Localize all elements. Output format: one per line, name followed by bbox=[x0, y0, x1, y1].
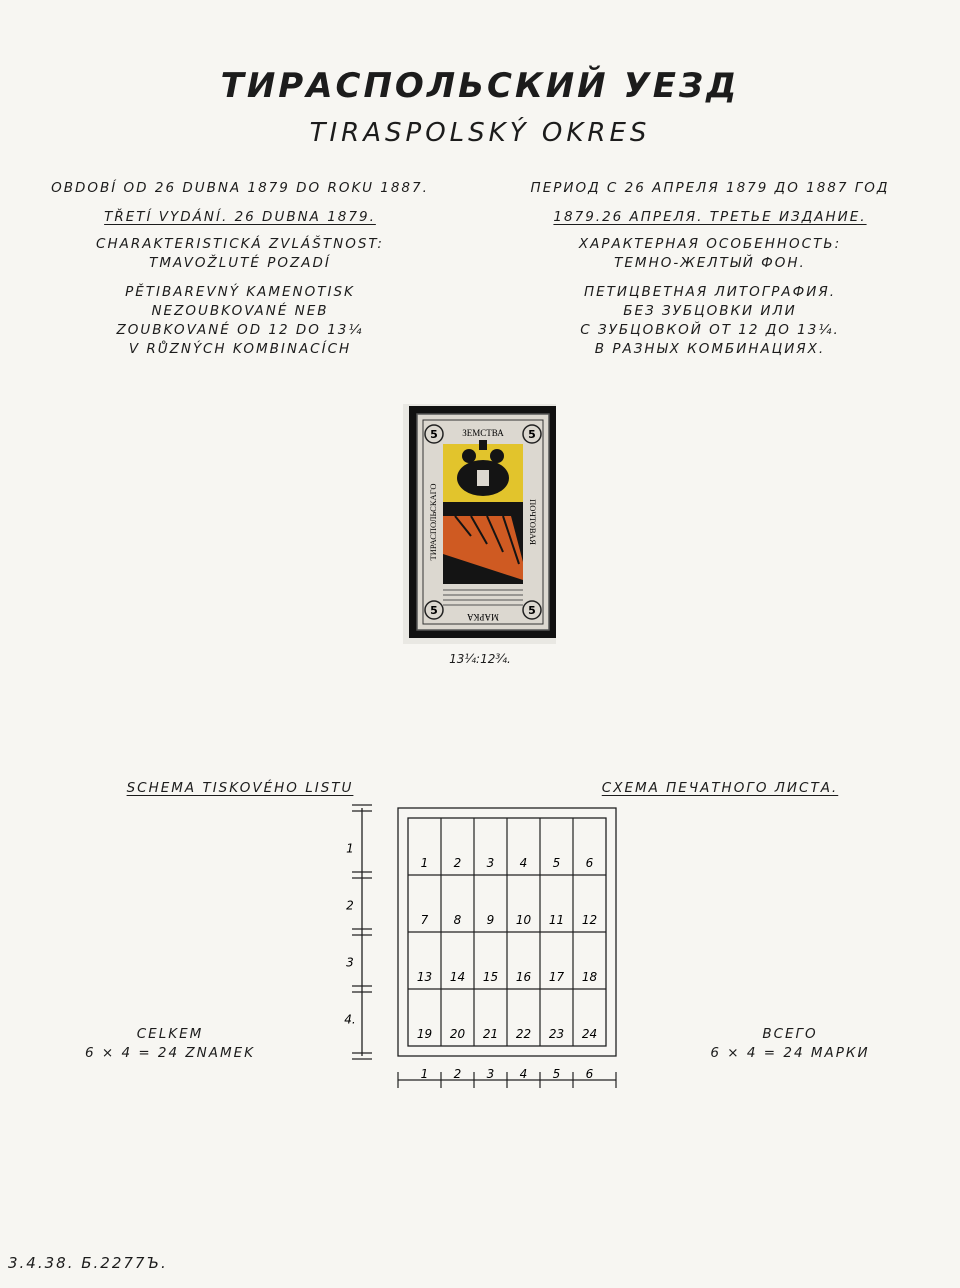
sheet-cell-number: 1 bbox=[420, 856, 429, 870]
row-dimension-label: 2 bbox=[346, 898, 354, 913]
perforation-note: 13¼:12¾. bbox=[449, 652, 511, 666]
print-line-4-ru: В РАЗНЫХ КОМБИНАЦИЯХ. bbox=[594, 341, 826, 357]
print-line-2-ru: БЕЗ ЗУБЦОВКИ ИЛИ bbox=[623, 303, 797, 319]
column-dimension-label: 4 bbox=[519, 1067, 528, 1081]
sheet-cell-number: 9 bbox=[486, 913, 495, 927]
feature-value-cz: TMAVOŽLUTÉ POZADÍ bbox=[149, 255, 331, 271]
sheet-cell-number: 11 bbox=[548, 913, 565, 927]
stamp-top-text: ЗЕМСТВА bbox=[462, 428, 504, 438]
print-line-2-cz: NEZOUBKOVANÉ NEB bbox=[151, 303, 329, 319]
row-dimension-label: 3 bbox=[346, 955, 354, 970]
stamp-right-text: ПОЧТОВАЯ bbox=[528, 499, 538, 545]
period-cz: OBDOBÍ OD 26 DUBNA 1879 DO ROKU 1887. bbox=[51, 180, 429, 196]
column-dimension-label: 1 bbox=[420, 1067, 429, 1081]
sheet-cell-number: 22 bbox=[515, 1027, 532, 1041]
sheet-cell-number: 4 bbox=[519, 856, 528, 870]
total-cz-value: 6 × 4 = 24 ZNAMEK bbox=[84, 1045, 256, 1061]
column-dimension-label: 2 bbox=[453, 1067, 462, 1081]
row-dimension-label: 4. bbox=[344, 1012, 356, 1027]
total-ru-label: ВСЕГО bbox=[762, 1026, 818, 1042]
column-dimension-label: 3 bbox=[486, 1067, 495, 1081]
sheet-cell-number: 3 bbox=[486, 856, 495, 870]
sheet-cell-number: 24 bbox=[581, 1027, 598, 1041]
sheet-cell-number: 13 bbox=[416, 970, 433, 984]
stamp-value-tl: 5 bbox=[430, 428, 438, 441]
sheet-cell-number: 5 bbox=[552, 856, 561, 870]
sheet-cell-number: 6 bbox=[585, 856, 594, 870]
issue-cz: TŘETÍ VYDÁNÍ. 26 DUBNA 1879. bbox=[104, 209, 376, 225]
issue-ru: 1879.26 АПРЕЛЯ. ТРЕТЬЕ ИЗДАНИЕ. bbox=[553, 209, 867, 225]
sheet-cell-number: 2 bbox=[453, 856, 462, 870]
sheet-cell-number: 15 bbox=[482, 970, 499, 984]
print-line-3-cz: ZOUBKOVANÉ OD 12 DO 13¼ bbox=[116, 322, 364, 338]
sheet-cell-number: 7 bbox=[420, 913, 429, 927]
print-line-4-cz: V RŮZNÝCH KOMBINACÍCH bbox=[128, 341, 352, 357]
page-title-ru: ТИРАСПОЛЬСКИЙ УЕЗД bbox=[220, 66, 740, 106]
stamp-value-tr: 5 bbox=[528, 428, 536, 441]
sheet-cell-number: 14 bbox=[449, 970, 466, 984]
total-cz-label: CELKEM bbox=[136, 1026, 204, 1042]
column-dimension-label: 6 bbox=[585, 1067, 594, 1081]
stamp-value-bl: 5 bbox=[430, 604, 438, 617]
sheet-label-cz: SCHEMA TISKOVÉHO LISTU bbox=[126, 780, 354, 796]
sheet-cell-number: 12 bbox=[581, 913, 598, 927]
sheet-cell-number: 10 bbox=[515, 913, 532, 927]
catalog-footer: 3.4.38. Б.2277Ъ. bbox=[8, 1254, 168, 1272]
feature-value-ru: ТЕМНО-ЖЕЛТЫЙ ФОН. bbox=[614, 255, 806, 271]
period-ru: ПЕРИОД С 26 АПРЕЛЯ 1879 ДО 1887 ГОД bbox=[530, 180, 890, 196]
page-title-cz: TIRASPOLSKÝ OKRES bbox=[309, 118, 651, 148]
sheet-cell-number: 16 bbox=[515, 970, 532, 984]
sheet-cell-number: 17 bbox=[548, 970, 565, 984]
print-line-3-ru: С ЗУБЦОВКОЙ ОТ 12 ДО 13¼. bbox=[580, 322, 840, 338]
stamp-value-br: 5 bbox=[528, 604, 536, 617]
sheet-cell-number: 21 bbox=[482, 1027, 499, 1041]
sheet-cell-number: 8 bbox=[453, 913, 462, 927]
sheet-label-ru: СХЕМА ПЕЧАТНОГО ЛИСТА. bbox=[601, 780, 839, 796]
row-dimension-label: 1 bbox=[346, 841, 354, 856]
sheet-cell-number: 19 bbox=[416, 1027, 433, 1041]
column-dimension-label: 5 bbox=[552, 1067, 561, 1081]
feature-label-ru: ХАРАКТЕРНАЯ ОСОБЕННОСТЬ: bbox=[578, 236, 842, 252]
stamp-left-text: ТИРАСПОЛЬСКАГО bbox=[428, 483, 438, 561]
total-ru-value: 6 × 4 = 24 МАРКИ bbox=[710, 1045, 870, 1061]
print-line-1-cz: PĚTIBAREVNÝ KAMENOTISK bbox=[125, 284, 355, 300]
sheet-cell-number: 20 bbox=[449, 1027, 466, 1041]
print-line-1-ru: ПЕТИЦВЕТНАЯ ЛИТОГРАФИЯ. bbox=[583, 284, 836, 300]
feature-label-cz: CHARAKTERISTICKÁ ZVLÁŠTNOST: bbox=[96, 236, 384, 252]
stamp-bottom-text: МАРКА bbox=[466, 612, 500, 622]
sheet-cell-number: 23 bbox=[548, 1027, 565, 1041]
sheet-cell-number: 18 bbox=[581, 970, 598, 984]
